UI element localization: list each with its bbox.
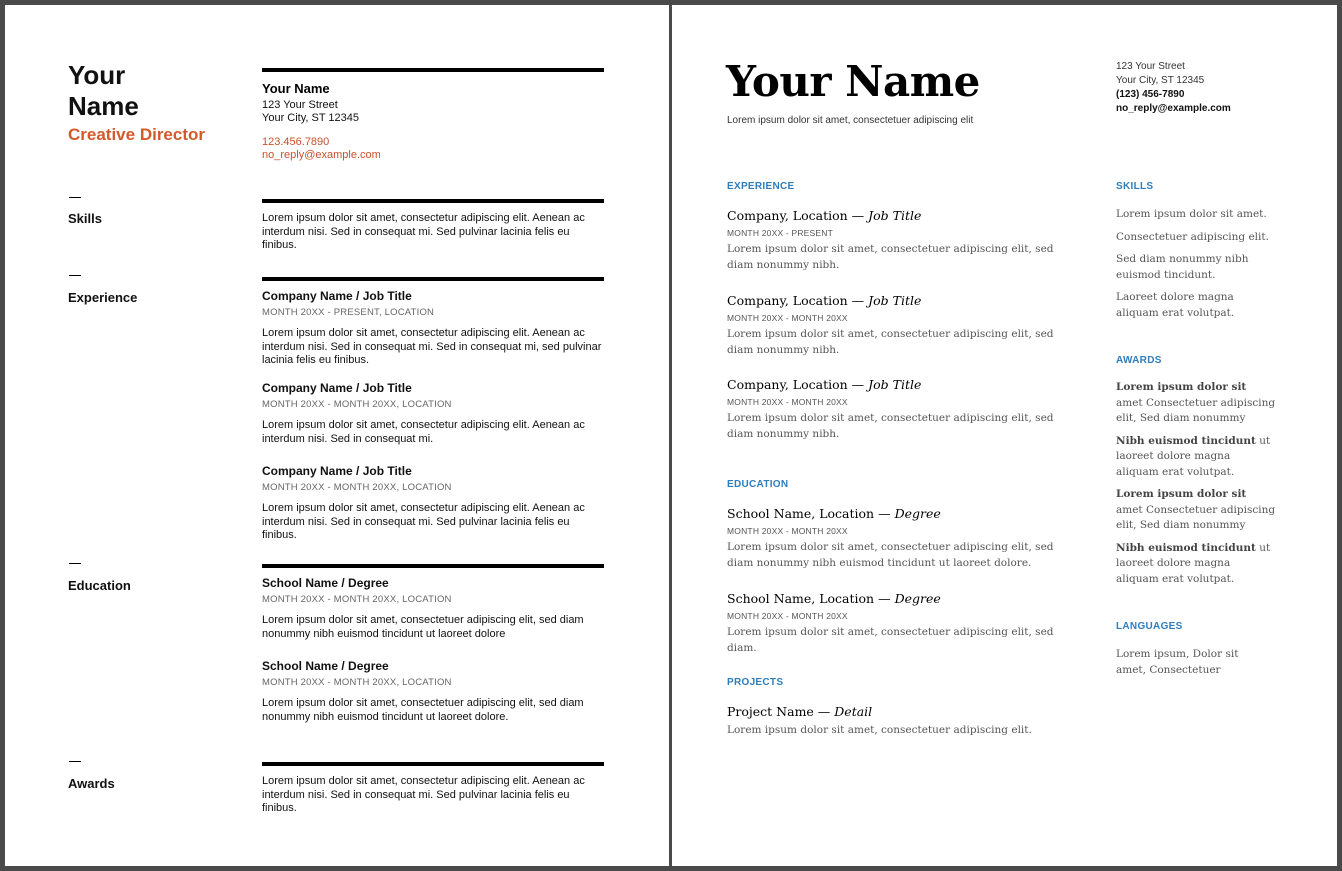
entry-description: Lorem ipsum dolor sit amet, consectetuer adipiscing elit. xyxy=(727,724,1032,736)
education-entry xyxy=(727,506,1067,571)
entry-role: Job Title xyxy=(868,377,922,392)
languages-text: Lorem ipsum, Dolor sit amet, Consectetuer xyxy=(1116,648,1239,676)
entry-title: Company Name / Job Title xyxy=(262,289,412,303)
awards-list xyxy=(1116,380,1276,594)
award-name: Nibh euismod tincidunt xyxy=(1116,434,1256,447)
entry-place: Project Name — xyxy=(727,704,835,719)
entry-meta: MONTH 20XX - PRESENT xyxy=(727,228,834,238)
entry-description: Lorem ipsum dolor sit amet, consectetuer adipiscing elit, sed diam nonummy nibh euismod tincidunt ut laoreet dolore xyxy=(262,614,584,640)
award-detail: ut laoreet dolore magna aliquam erat volutpat. xyxy=(1116,434,1271,478)
entry-title xyxy=(727,506,1067,521)
award-detail: ut laoreet dolore magna aliquam erat volutpat. xyxy=(1116,541,1271,585)
section-dash xyxy=(69,197,81,198)
entry-description: Lorem ipsum dolor sit amet, consectetuer adipiscing elit, sed diam nonummy nibh. xyxy=(727,328,1054,356)
education-entry xyxy=(262,660,602,724)
entry-description: Lorem ipsum dolor sit amet, consectetuer adipiscing elit, sed diam nonummy nibh. xyxy=(727,412,1054,440)
entry-description: Lorem ipsum dolor sit amet, consectetuer adipiscing elit, sed diam nonummy nibh. xyxy=(727,243,1054,271)
contact-email: no_reply@example.com xyxy=(1116,103,1231,114)
entry-description: Lorem ipsum dolor sit amet, consectetuer adipiscing elit, sed diam nonummy nibh euismod tincidunt ut laoreet dolore. xyxy=(727,541,1054,569)
entry-title: Company Name / Job Title xyxy=(262,381,412,395)
contact-email: no_reply@example.com xyxy=(262,149,381,161)
award-item xyxy=(1116,541,1276,588)
entry-place: Company, Location — xyxy=(727,208,869,223)
section-label-skills: Skills xyxy=(68,211,102,226)
resume-page-left xyxy=(5,5,669,866)
award-detail: amet Consectetuer adipiscing elit, Sed diam nonummy xyxy=(1116,396,1276,424)
skill-item: Sed diam nonummy nibh euismod tincidunt. xyxy=(1116,253,1249,281)
name-line-1: Your xyxy=(68,60,126,90)
heading-awards: AWARDS xyxy=(1116,355,1162,366)
skill-item: Lorem ipsum dolor sit amet. xyxy=(1116,208,1267,220)
contact-phone-email xyxy=(262,136,381,162)
entry-title: School Name / Degree xyxy=(262,576,389,590)
contact-block xyxy=(1116,60,1231,116)
entry-meta: MONTH 20XX - PRESENT, LOCATION xyxy=(262,306,435,318)
heading-skills: SKILLS xyxy=(1116,181,1154,192)
entry-role: Job Title xyxy=(868,208,922,223)
section-rule xyxy=(262,199,604,203)
entry-role: Degree xyxy=(894,506,941,521)
section-dash xyxy=(69,563,81,564)
entry-description: Lorem ipsum dolor sit amet, consectetuer adipiscing elit, sed diam nonummy nibh euismod tincidunt ut laoreet dolore. xyxy=(262,697,584,723)
entry-meta: MONTH 20XX - MONTH 20XX xyxy=(727,611,848,621)
experience-entry xyxy=(727,293,1067,358)
section-dash xyxy=(69,761,81,762)
entry-meta: MONTH 20XX - MONTH 20XX xyxy=(727,526,848,536)
entry-title xyxy=(727,293,1067,308)
tagline: Lorem ipsum dolor sit amet, consectetuer adipiscing elit xyxy=(727,115,974,126)
section-rule xyxy=(262,762,604,766)
name-line-2: Name xyxy=(68,91,139,121)
award-detail: amet Consectetuer adipiscing elit, Sed diam nonummy xyxy=(1116,503,1276,531)
experience-entry xyxy=(262,290,602,368)
entry-description: Lorem ipsum dolor sit amet, consectetur adipiscing elit. Aenean ac interdum nisi. Sed in consequat mi. Sed in consequat mi, sed pulvinar lacinia felis eu finibus. xyxy=(262,327,602,366)
entry-role: Degree xyxy=(894,591,941,606)
entry-meta: MONTH 20XX - MONTH 20XX xyxy=(727,397,848,407)
contact-name: Your Name xyxy=(262,81,330,96)
entry-meta: MONTH 20XX - MONTH 20XX xyxy=(727,313,848,323)
contact-address xyxy=(262,99,359,125)
resume-page-right xyxy=(672,5,1337,866)
resume-name xyxy=(68,60,139,122)
section-label-experience: Experience xyxy=(68,290,138,305)
section-label-education: Education xyxy=(68,578,131,593)
education-entry xyxy=(727,591,1067,656)
section-rule xyxy=(262,564,604,568)
entry-title: Company Name / Job Title xyxy=(262,464,412,478)
entry-place: School Name, Location — xyxy=(727,591,895,606)
skills-list xyxy=(1116,207,1276,328)
entry-place: Company, Location — xyxy=(727,293,869,308)
entry-meta: MONTH 20XX - MONTH 20XX, LOCATION xyxy=(262,481,452,493)
skills-text: Lorem ipsum dolor sit amet, consectetur adipiscing elit. Aenean ac interdum nisi. Sed in consequat mi. Sed pulvinar lacinia felis eu finibus. xyxy=(262,212,585,251)
experience-entry xyxy=(262,465,602,543)
heading-education: EDUCATION xyxy=(727,479,789,490)
contact-phone: 123.456.7890 xyxy=(262,136,330,148)
awards-text: Lorem ipsum dolor sit amet, consectetur adipiscing elit. Aenean ac interdum nisi. Sed in consequat mi. Sed pulvinar lacinia felis eu finibus. xyxy=(262,775,585,814)
entry-place: Company, Location — xyxy=(727,377,869,392)
entry-description: Lorem ipsum dolor sit amet, consectetur adipiscing elit. Aenean ac interdum nisi. Sed in consequat mi. Sed pulvinar lacinia felis eu finibus. xyxy=(262,502,585,541)
skill-item: Laoreet dolore magna aliquam erat volutpat. xyxy=(1116,291,1235,319)
award-name: Nibh euismod tincidunt xyxy=(1116,541,1256,554)
experience-entry xyxy=(727,208,1067,273)
experience-entry xyxy=(727,377,1067,442)
entry-meta: MONTH 20XX - MONTH 20XX, LOCATION xyxy=(262,593,452,605)
heading-projects: PROJECTS xyxy=(727,677,784,688)
entry-description: Lorem ipsum dolor sit amet, consectetuer adipiscing elit, sed diam. xyxy=(727,626,1054,654)
award-item xyxy=(1116,487,1276,534)
entry-description: Lorem ipsum dolor sit amet, consectetur adipiscing elit. Aenean ac interdum nisi. Sed in consequat mi. xyxy=(262,419,585,445)
entry-title: School Name / Degree xyxy=(262,659,389,673)
contact-street: 123 Your Street xyxy=(1116,61,1185,72)
skill-item: Consectetuer adipiscing elit. xyxy=(1116,230,1269,243)
job-title: Creative Director xyxy=(68,125,206,144)
contact-phone: (123) 456-7890 xyxy=(1116,89,1185,100)
education-entry xyxy=(262,577,602,641)
entry-meta: MONTH 20XX - MONTH 20XX, LOCATION xyxy=(262,398,452,410)
award-name: Lorem ipsum dolor sit xyxy=(1116,488,1247,500)
project-entry xyxy=(727,704,1067,739)
section-rule xyxy=(262,277,604,281)
entry-place: School Name, Location — xyxy=(727,506,895,521)
entry-meta: MONTH 20XX - MONTH 20XX, LOCATION xyxy=(262,676,452,688)
entry-title xyxy=(727,704,1067,719)
award-name: Lorem ipsum dolor sit xyxy=(1116,381,1247,393)
section-label-awards: Awards xyxy=(68,776,115,791)
award-item xyxy=(1116,434,1276,481)
contact-city: Your City, ST 12345 xyxy=(262,112,360,124)
experience-entry xyxy=(262,382,602,446)
entry-title xyxy=(727,591,1067,606)
award-item xyxy=(1116,380,1276,427)
contact-city: Your City, ST 12345 xyxy=(1116,75,1205,86)
entry-title xyxy=(727,377,1067,392)
contact-street: 123 Your Street xyxy=(262,99,338,111)
resume-name: Your Name xyxy=(726,57,980,106)
heading-experience: EXPERIENCE xyxy=(727,181,795,192)
section-rule xyxy=(262,68,604,72)
entry-role: Job Title xyxy=(868,293,922,308)
heading-languages: LANGUAGES xyxy=(1116,621,1183,632)
entry-role: Detail xyxy=(834,704,873,719)
section-dash xyxy=(69,275,81,276)
entry-title xyxy=(727,208,1067,223)
